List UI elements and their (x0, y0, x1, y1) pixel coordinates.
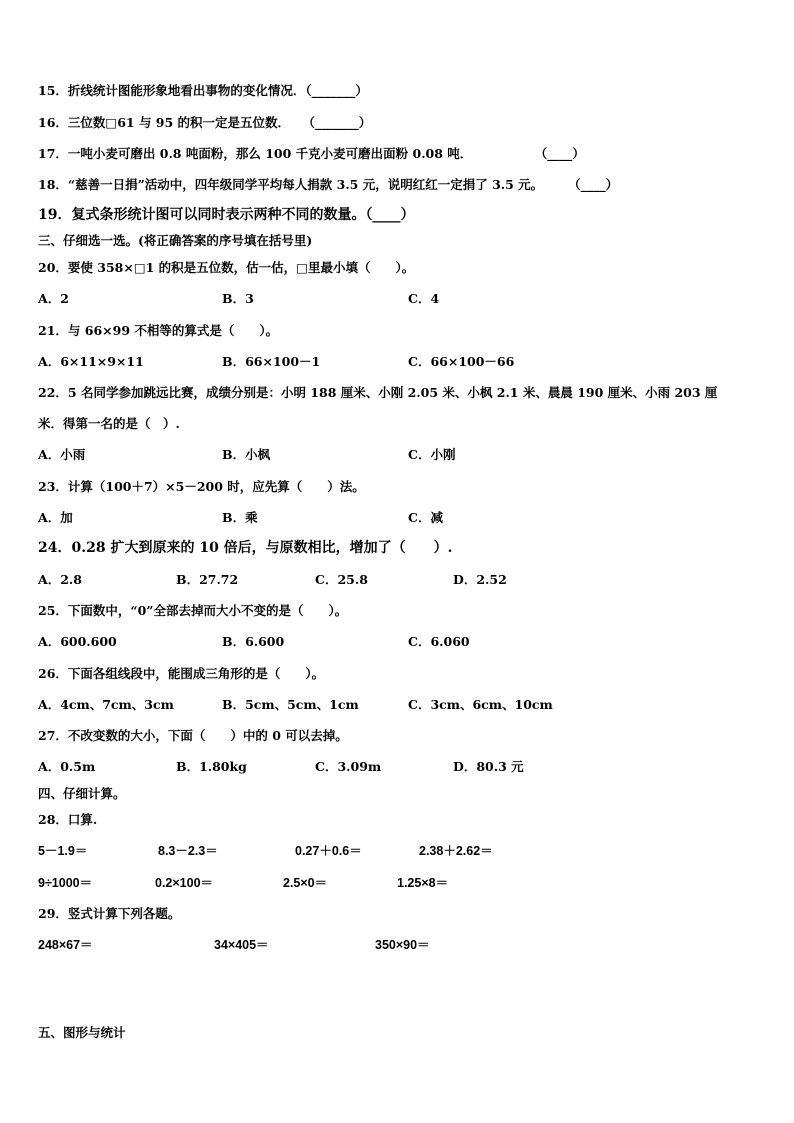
vertical-calc-item: 248×67＝ (38, 938, 93, 952)
q22-option-b: B．小枫 (222, 447, 271, 462)
q27-option-d: D．80.3 元 (453, 759, 524, 774)
question-22-stem-2: 米．得第一名的是（ ）. (38, 416, 180, 431)
question-24-stem: 24．0.28 扩大到原来的 10 倍后，与原数相比，增加了（ ）. (38, 540, 453, 556)
question-16: 16．三位数□61 与 95 的积一定是五位数． （_______） (38, 115, 372, 130)
q27-option-b: B．1.80kg (176, 759, 247, 774)
q20-option-b: B．3 (222, 291, 254, 306)
question-29-stem: 29．竖式计算下列各题。 (38, 906, 181, 921)
question-27-stem: 27．不改变数的大小，下面（ ）中的 0 可以去掉。 (38, 728, 348, 743)
q26-option-b: B．5cm、5cm、1cm (222, 697, 359, 712)
question-28-stem: 28．口算. (38, 812, 98, 827)
q25-option-a: A．600.600 (38, 634, 117, 649)
question-15: 15．折线统计图能形象地看出事物的变化情况．（_______） (38, 83, 368, 98)
mental-calc-item: 8.3－2.3＝ (158, 844, 218, 858)
q21-option-b: B．66×100－1 (222, 354, 321, 369)
q20-option-c: C．4 (408, 291, 440, 306)
mental-calc-item: 9÷1000＝ (38, 876, 93, 890)
mental-calc-item: 0.2×100＝ (155, 876, 214, 890)
q22-option-a: A．小雨 (38, 447, 86, 462)
mental-calc-item: 0.27＋0.6＝ (295, 844, 362, 858)
q20-option-a: A．2 (38, 291, 69, 306)
question-19: 19．复式条形统计图可以同时表示两种不同的数量。（____） (38, 207, 415, 223)
section-3-heading: 三、仔细选一选。(将正确答案的序号填在括号里) (38, 233, 313, 248)
question-25-stem: 25．下面数中，“0”全部去掉而大小不变的是（ ）。 (38, 603, 348, 618)
q27-option-a: A．0.5m (38, 759, 96, 774)
q21-option-c: C．66×100－66 (408, 354, 515, 369)
q23-option-b: B．乘 (222, 510, 258, 525)
vertical-calc-item: 34×405＝ (214, 938, 269, 952)
q25-option-b: B．6.600 (222, 634, 285, 649)
mental-calc-item: 1.25×8＝ (397, 876, 449, 890)
mental-calc-item: 2.38＋2.62＝ (419, 844, 493, 858)
question-23-stem: 23．计算（100＋7）×5－200 时，应先算（ ）法。 (38, 479, 365, 494)
question-18: 18．“慈善一日捐”活动中，四年级同学平均每人捐款 3.5 元，说明红红一定捐了 3.5 元。 （____） (38, 177, 619, 192)
question-20-stem: 20．要使 358×□1 的积是五位数，估一估，□里最小填（ ）。 (38, 260, 415, 275)
q22-option-c: C．小刚 (408, 447, 456, 462)
question-17: 17．一吨小麦可磨出 0.8 吨面粉，那么 100 千克小麦可磨出面粉 0.08 吨． （____） (38, 146, 585, 161)
question-21-stem: 21．与 66×99 不相等的算式是（ ）。 (38, 323, 279, 338)
mental-calc-item: 5－1.9＝ (38, 844, 88, 858)
q26-option-a: A．4cm、7cm、3cm (38, 697, 174, 712)
vertical-calc-item: 350×90＝ (375, 938, 430, 952)
q23-option-c: C．减 (408, 510, 443, 525)
q27-option-c: C．3.09m (315, 759, 382, 774)
question-26-stem: 26．下面各组线段中，能围成三角形的是（ ）。 (38, 666, 325, 681)
q23-option-a: A．加 (38, 510, 73, 525)
q24-option-d: D．2.52 (453, 572, 507, 587)
q24-option-a: A．2.8 (38, 572, 82, 587)
q24-option-c: C．25.8 (315, 572, 368, 587)
q25-option-c: C．6.060 (408, 634, 470, 649)
section-5-heading: 五、图形与统计 (38, 1025, 126, 1040)
question-22-stem-1: 22．5 名同学参加跳远比赛，成绩分别是：小明 188 厘米、小刚 2.05 米、小枫 2.1 米、晨晨 190 厘米、小雨 203 厘 (38, 385, 718, 400)
section-4-heading: 四、仔细计算。 (38, 786, 126, 801)
q24-option-b: B．27.72 (176, 572, 239, 587)
q21-option-a: A．6×11×9×11 (38, 354, 144, 369)
q26-option-c: C．3cm、6cm、10cm (408, 697, 553, 712)
mental-calc-item: 2.5×0＝ (283, 876, 328, 890)
